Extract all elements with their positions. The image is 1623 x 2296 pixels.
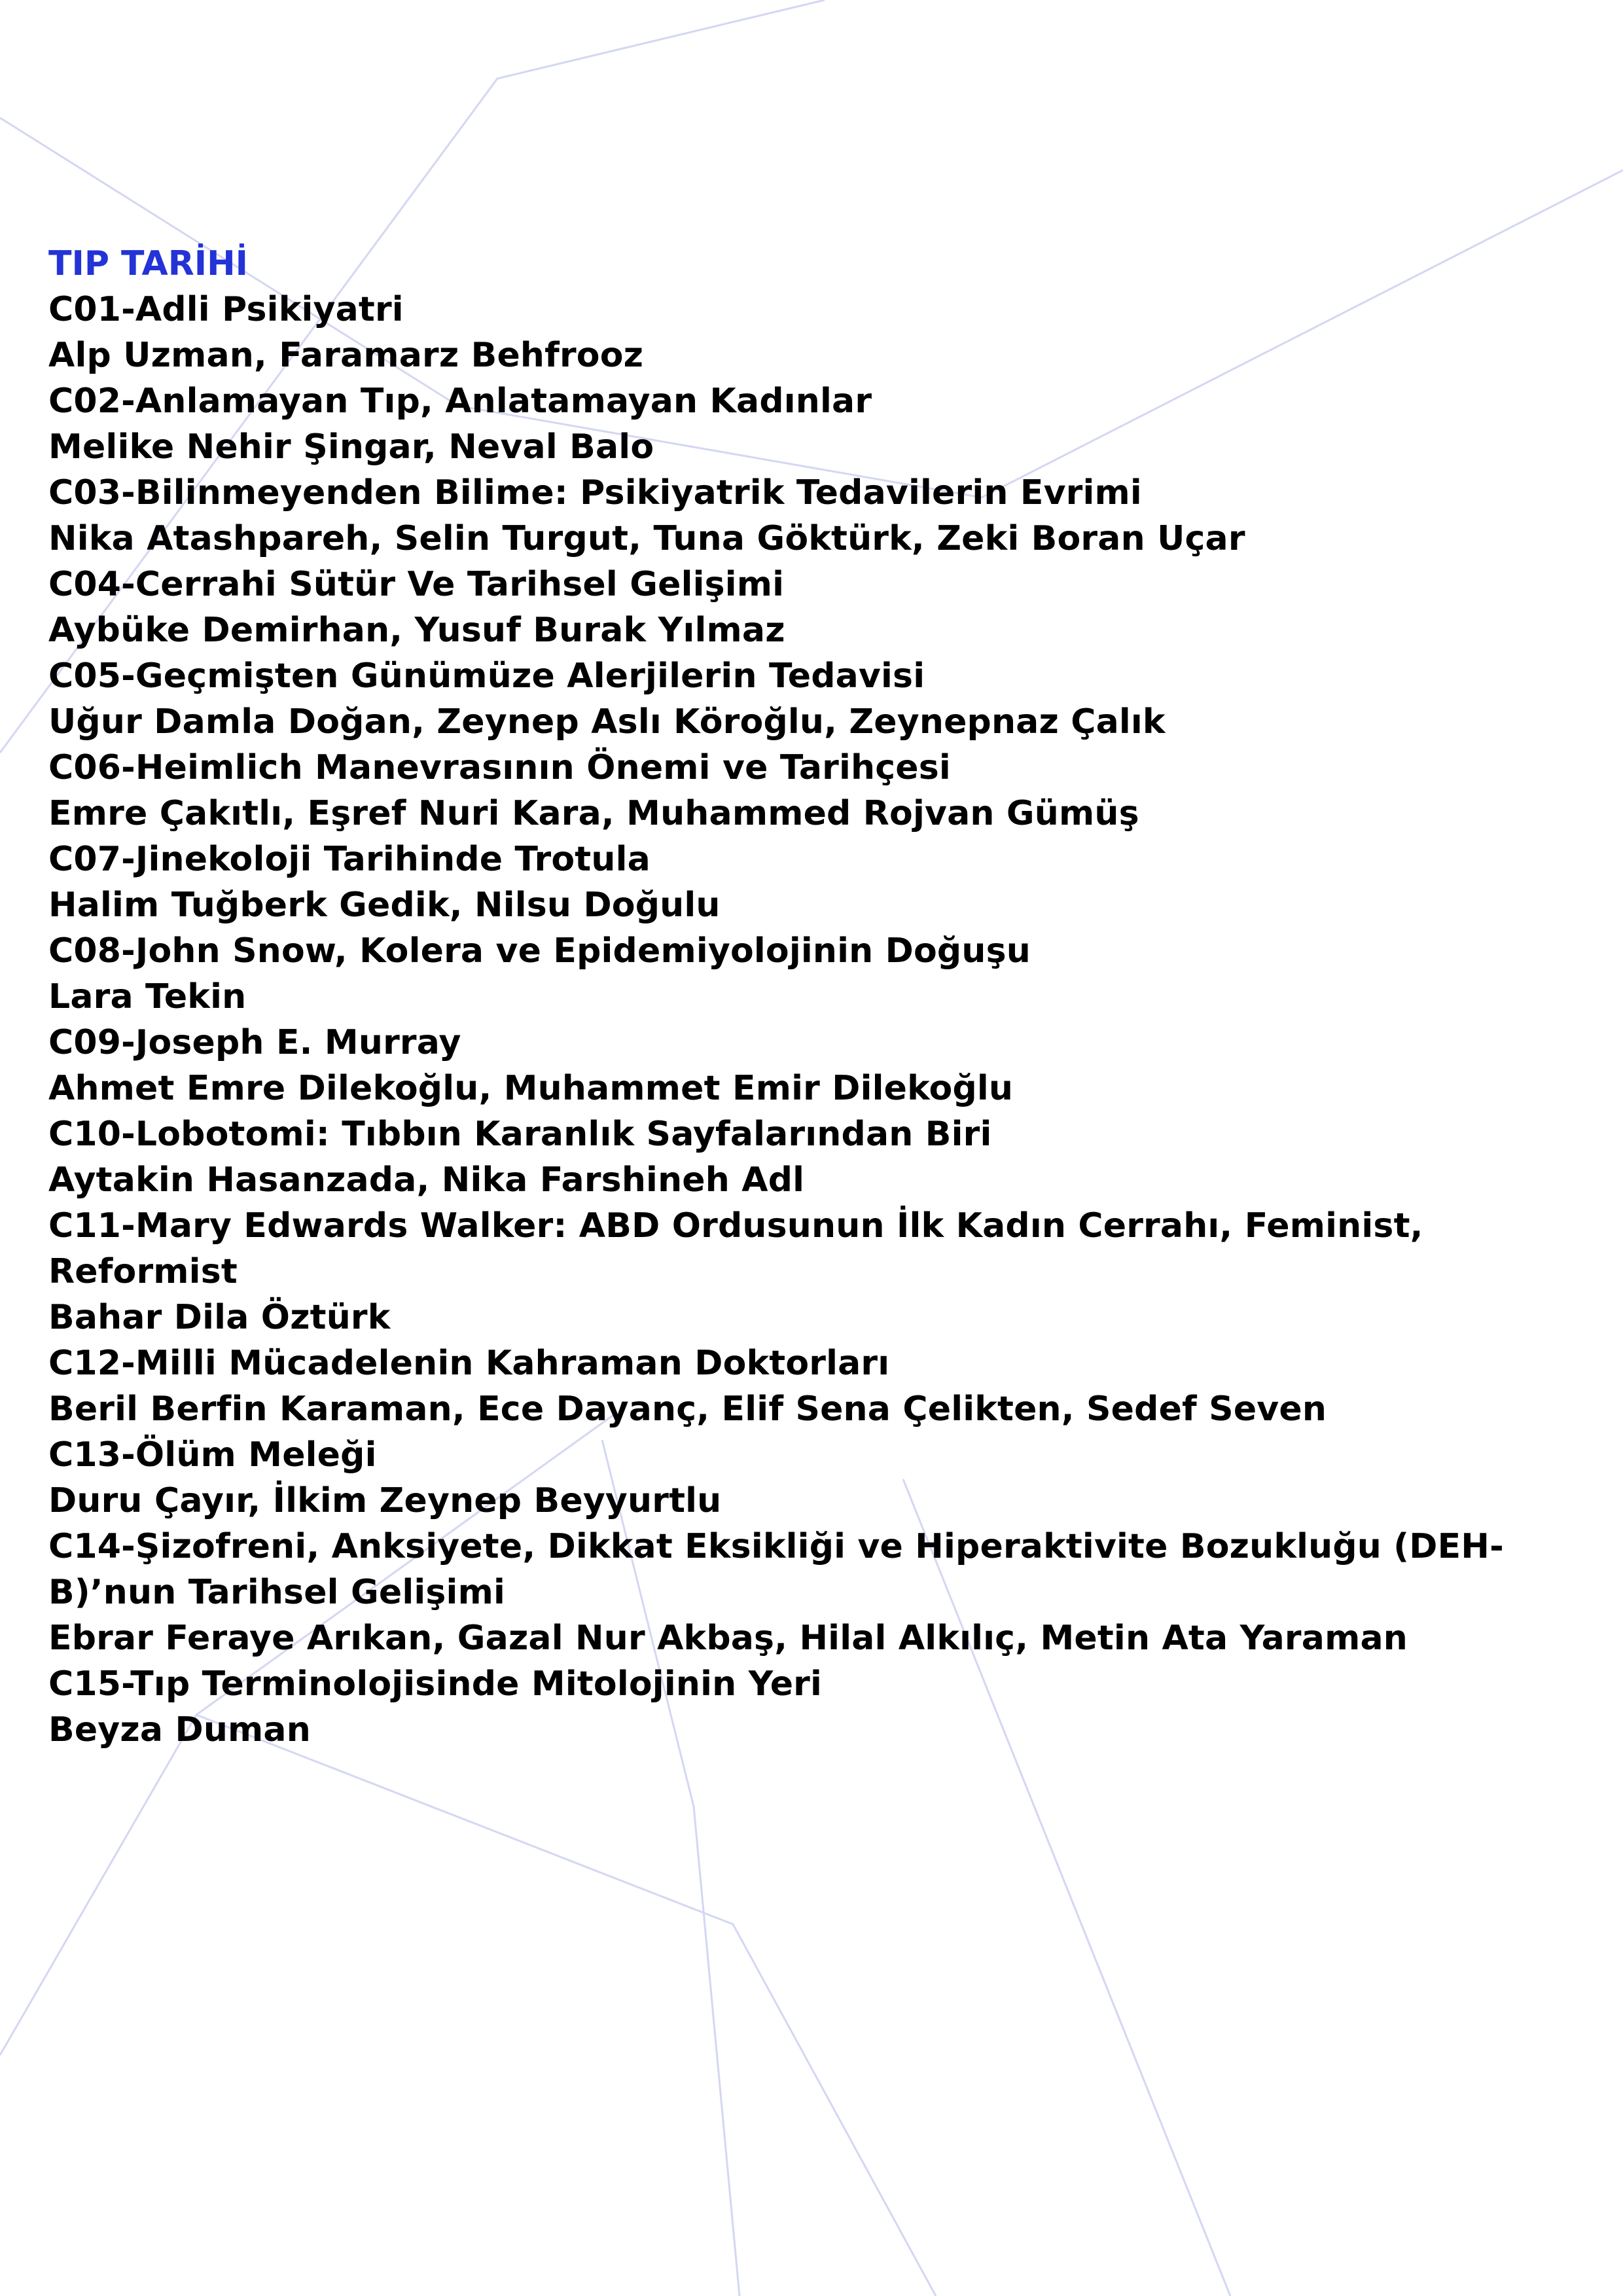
entry-title: C10-Lobotomi: Tıbbın Karanlık Sayfalarından Biri <box>48 1115 992 1154</box>
entry-title: C06-Heimlich Manevrasının Önemi ve Tarihçesi <box>48 748 951 787</box>
list-item <box>48 470 1586 562</box>
list-item <box>48 836 1586 928</box>
entry-title: C13-Ölüm Meleği <box>48 1435 377 1475</box>
list-item <box>48 378 1586 470</box>
entry-title: C08-John Snow, Kolera ve Epidemiyolojinin Doğuşu <box>48 931 1031 971</box>
entry-authors: Bahar Dila Öztürk <box>48 1298 391 1337</box>
entry-authors: Duru Çayır, İlkim Zeynep Beyyurtlu <box>48 1481 722 1520</box>
entry-title: C11-Mary Edwards Walker: ABD Ordusunun İlk Kadın Cerrahı, Feminist, Reformist <box>48 1206 1423 1291</box>
entry-title: C02-Anlamayan Tıp, Anlatamayan Kadınlar <box>48 382 872 421</box>
entry-title: C07-Jinekoloji Tarihinde Trotula <box>48 840 651 879</box>
entry-title: C09-Joseph E. Murray <box>48 1023 461 1062</box>
entry-title: C04-Cerrahi Sütür Ve Tarihsel Gelişimi <box>48 565 785 604</box>
entry-authors: Alp Uzman, Faramarz Behfrooz <box>48 336 644 375</box>
entry-authors: Halim Tuğberk Gedik, Nilsu Doğulu <box>48 886 721 925</box>
entry-title: C03-Bilinmeyenden Bilime: Psikiyatrik Tedavilerin Evrimi <box>48 473 1142 512</box>
entry-title: C15-Tıp Terminolojisinde Mitolojinin Yeri <box>48 1664 823 1704</box>
entry-authors: Aytakin Hasanzada, Nika Farshineh Adl <box>48 1160 805 1200</box>
entry-authors: Aybüke Demirhan, Yusuf Burak Yılmaz <box>48 611 785 650</box>
list-item <box>48 653 1586 745</box>
entry-authors: Emre Çakıtlı, Eşref Nuri Kara, Muhammed Rojvan Gümüş <box>48 794 1139 833</box>
entry-authors: Ahmet Emre Dilekoğlu, Muhammet Emir Dilekoğlu <box>48 1069 1014 1108</box>
presentation-list <box>48 287 1586 1753</box>
list-item <box>48 1111 1586 1203</box>
entry-title: C05-Geçmişten Günümüze Alerjilerin Tedavisi <box>48 656 925 696</box>
list-item <box>48 1524 1586 1661</box>
entry-title: C01-Adli Psikiyatri <box>48 290 404 329</box>
section-title: TIP TARİHİ <box>48 244 248 283</box>
entry-title: C12-Milli Mücadelenin Kahraman Doktorları <box>48 1344 890 1383</box>
decor-line-diagonal <box>196 1715 936 2296</box>
list-item <box>48 928 1586 1020</box>
list-item <box>48 1432 1586 1524</box>
entry-authors: Melike Nehir Şingar, Neval Balo <box>48 427 654 467</box>
list-item <box>48 562 1586 653</box>
entry-authors: Beyza Duman <box>48 1710 311 1749</box>
entry-title: C14-Şizofreni, Anksiyete, Dikkat Eksikliği ve Hiperaktivite Bozukluğu (DEH-B)’nun Tarihsel Gelişimi <box>48 1527 1504 1612</box>
entry-authors: Uğur Damla Doğan, Zeynep Aslı Köroğlu, Zeynepnaz Çalık <box>48 702 1166 742</box>
list-item <box>48 1020 1586 1111</box>
entry-authors: Nika Atashpareh, Selin Turgut, Tuna Göktürk, Zeki Boran Uçar <box>48 519 1245 558</box>
list-item <box>48 745 1586 836</box>
entry-authors: Lara Tekin <box>48 977 247 1016</box>
entry-authors: Ebrar Feraye Arıkan, Gazal Nur Akbaş, Hilal Alkılıç, Metin Ata Yaraman <box>48 1619 1408 1658</box>
document-content <box>48 241 1586 1753</box>
list-item <box>48 1340 1586 1432</box>
list-item <box>48 1661 1586 1753</box>
list-item <box>48 1203 1586 1340</box>
entry-authors: Beril Berfin Karaman, Ece Dayanç, Elif Sena Çelikten, Sedef Seven <box>48 1390 1327 1429</box>
list-item <box>48 287 1586 378</box>
